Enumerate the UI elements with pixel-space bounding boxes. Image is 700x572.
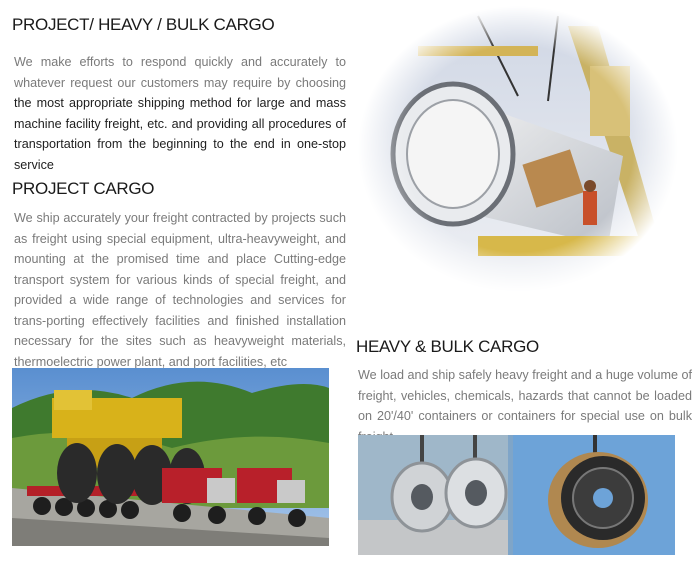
intro-paragraph: [14, 52, 346, 175]
project-cargo-vessel-photo: [358, 6, 678, 292]
intro-text-light: We make efforts to respond quickly and accurately to whatever request our customers may require by choosing: [14, 55, 346, 90]
heavy-bulk-cargo-paragraph: We load and ship safely heavy freight and a huge volume of freight, vehicles, chemicals, hazards that cannot be loaded on 20'/40' containers or containers for special use on bulk: [358, 368, 692, 423]
main-heading: PROJECT/ HEAVY / BULK CARGO: [12, 15, 275, 34]
intro-text-emphasis: the most appropriate shipping method for large and mass machine facility freight, etc. and providing all procedures of transportation from the beginning to the end in one-stop service: [14, 96, 346, 172]
project-cargo-paragraph: We ship accurately your freight contracted by projects such as freight using special equipment, ultra-heavyweight, and mounting at the promised time and place Cutting-edge transport system for various kinds of special freight, and provided a wide range of technologies and services for trans-porting effectively facilities and finished installation necessary for the sites such as heavyweight materials, thermoelectric power plant, and port facilities, etc: [14, 211, 346, 369]
heavy-bulk-cargo-heading: HEAVY & BULK CARGO: [356, 337, 539, 356]
bulk-cargo-coils-photo: [358, 435, 675, 555]
project-cargo-heading: PROJECT CARGO: [12, 179, 155, 198]
heavy-haul-truck-photo: [12, 368, 329, 546]
